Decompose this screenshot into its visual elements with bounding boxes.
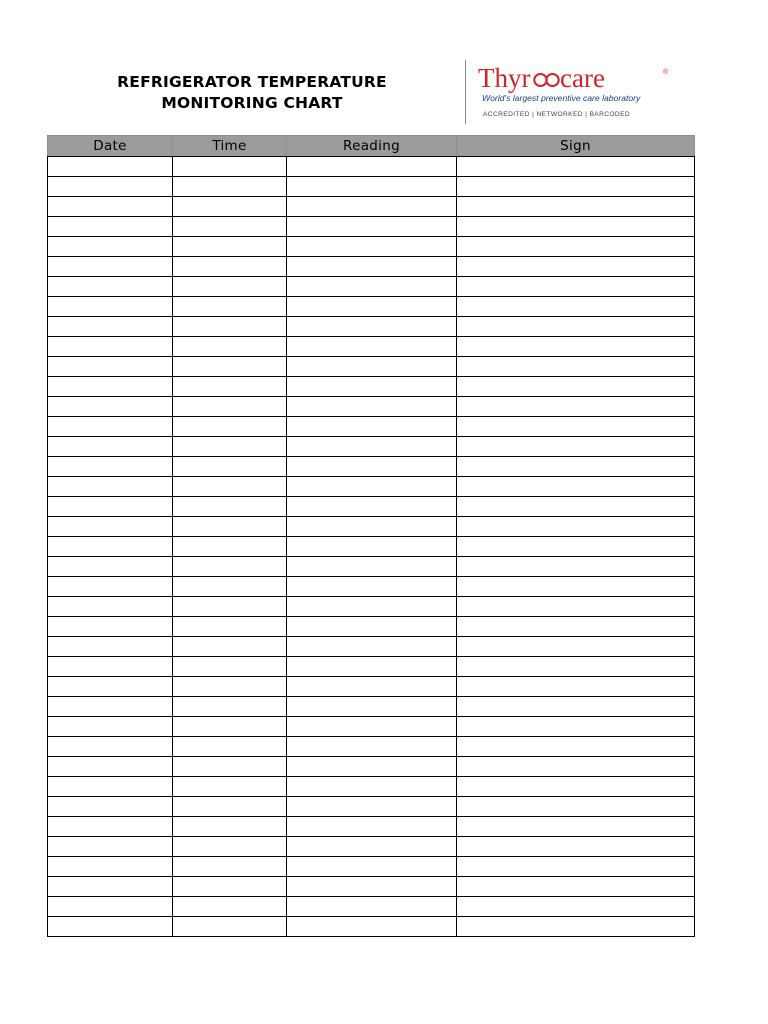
table-row [48, 157, 695, 177]
cell-sign[interactable] [457, 157, 695, 177]
cell-sign[interactable] [457, 557, 695, 577]
cell-time[interactable] [173, 697, 287, 717]
cell-time[interactable] [173, 657, 287, 677]
cell-sign[interactable] [457, 897, 695, 917]
cell-date[interactable] [48, 217, 173, 237]
cell-sign[interactable] [457, 437, 695, 457]
cell-reading[interactable] [287, 757, 457, 777]
cell-date[interactable] [48, 697, 173, 717]
cell-date[interactable] [48, 477, 173, 497]
cell-sign[interactable] [457, 677, 695, 697]
cell-reading[interactable] [287, 457, 457, 477]
cell-date[interactable] [48, 417, 173, 437]
cell-reading[interactable] [287, 157, 457, 177]
cell-date[interactable] [48, 237, 173, 257]
cell-date[interactable] [48, 617, 173, 637]
cell-sign[interactable] [457, 477, 695, 497]
cell-date[interactable] [48, 337, 173, 357]
cell-date[interactable] [48, 397, 173, 417]
table-row [48, 177, 695, 197]
cell-sign[interactable] [457, 917, 695, 937]
cell-date[interactable] [48, 917, 173, 937]
brand-logo [478, 60, 678, 124]
cell-sign[interactable] [457, 177, 695, 197]
cell-reading[interactable] [287, 297, 457, 317]
cell-time[interactable] [173, 337, 287, 357]
table-row [48, 497, 695, 517]
cell-reading[interactable] [287, 477, 457, 497]
cell-date[interactable] [48, 257, 173, 277]
cell-sign[interactable] [457, 697, 695, 717]
cell-time[interactable] [173, 237, 287, 257]
cell-time[interactable] [173, 717, 287, 737]
column-header-reading: Reading [287, 136, 457, 157]
cell-reading[interactable] [287, 357, 457, 377]
cell-sign[interactable] [457, 637, 695, 657]
title-line-2: MONITORING CHART [161, 94, 343, 112]
table-row [48, 577, 695, 597]
column-header-date: Date [48, 136, 173, 157]
cell-sign[interactable] [457, 457, 695, 477]
cell-sign[interactable] [457, 757, 695, 777]
cell-time[interactable] [173, 617, 287, 637]
cell-date[interactable] [48, 857, 173, 877]
cell-time[interactable] [173, 217, 287, 237]
cell-date[interactable] [48, 197, 173, 217]
cell-sign[interactable] [457, 657, 695, 677]
cell-reading[interactable] [287, 737, 457, 757]
cell-sign[interactable] [457, 617, 695, 637]
cell-date[interactable] [48, 677, 173, 697]
table-row [48, 917, 695, 937]
cell-time[interactable] [173, 157, 287, 177]
cell-reading[interactable] [287, 817, 457, 837]
cell-reading[interactable] [287, 797, 457, 817]
cell-time[interactable] [173, 757, 287, 777]
cell-date[interactable] [48, 737, 173, 757]
cell-sign[interactable] [457, 597, 695, 617]
table-row [48, 397, 695, 417]
table-row [48, 677, 695, 697]
cell-time[interactable] [173, 877, 287, 897]
cell-sign[interactable] [457, 737, 695, 757]
table-row [48, 477, 695, 497]
cell-reading[interactable] [287, 197, 457, 217]
page-title [78, 72, 426, 114]
logo-brand-prefix: Thyr [478, 63, 531, 93]
cell-date[interactable] [48, 517, 173, 537]
cell-reading[interactable] [287, 917, 457, 937]
cell-reading[interactable] [287, 857, 457, 877]
cell-reading[interactable] [287, 397, 457, 417]
cell-reading[interactable] [287, 257, 457, 277]
cell-date[interactable] [48, 177, 173, 197]
table-row [48, 217, 695, 237]
cell-date[interactable] [48, 377, 173, 397]
table-row [48, 517, 695, 537]
cell-reading[interactable] [287, 577, 457, 597]
cell-time[interactable] [173, 557, 287, 577]
title-line-1: REFRIGERATOR TEMPERATURE [117, 73, 387, 91]
cell-reading[interactable] [287, 377, 457, 397]
cell-reading[interactable] [287, 317, 457, 337]
table-row [48, 377, 695, 397]
cell-time[interactable] [173, 437, 287, 457]
table-row [48, 697, 695, 717]
cell-time[interactable] [173, 417, 287, 437]
cell-time[interactable] [173, 477, 287, 497]
cell-reading[interactable] [287, 177, 457, 197]
cell-sign[interactable] [457, 717, 695, 737]
cell-reading[interactable] [287, 517, 457, 537]
cell-time[interactable] [173, 197, 287, 217]
table-row [48, 597, 695, 617]
cell-sign[interactable] [457, 277, 695, 297]
cell-sign[interactable] [457, 317, 695, 337]
cell-time[interactable] [173, 897, 287, 917]
cell-sign[interactable] [457, 837, 695, 857]
column-header-time: Time [173, 136, 287, 157]
table-row [48, 757, 695, 777]
cell-reading[interactable] [287, 897, 457, 917]
cell-sign[interactable] [457, 577, 695, 597]
cell-date[interactable] [48, 537, 173, 557]
cell-time[interactable] [173, 297, 287, 317]
cell-reading[interactable] [287, 237, 457, 257]
cell-time[interactable] [173, 357, 287, 377]
table-row [48, 297, 695, 317]
table-row [48, 417, 695, 437]
cell-time[interactable] [173, 777, 287, 797]
cell-time[interactable] [173, 917, 287, 937]
cell-date[interactable] [48, 457, 173, 477]
cell-date[interactable] [48, 317, 173, 337]
cell-time[interactable] [173, 457, 287, 477]
cell-time[interactable] [173, 257, 287, 277]
cell-date[interactable] [48, 897, 173, 917]
cell-reading[interactable] [287, 657, 457, 677]
cell-reading[interactable] [287, 717, 457, 737]
table-row [48, 197, 695, 217]
table-row [48, 337, 695, 357]
cell-sign[interactable] [457, 517, 695, 537]
cell-date[interactable] [48, 157, 173, 177]
table-row [48, 837, 695, 857]
cell-reading[interactable] [287, 217, 457, 237]
logo-tagline: World's largest preventive care laboratory [482, 93, 641, 103]
table-row [48, 257, 695, 277]
logo-divider [465, 60, 466, 124]
cell-reading[interactable] [287, 277, 457, 297]
cell-sign[interactable] [457, 357, 695, 377]
cell-time[interactable] [173, 577, 287, 597]
cell-date[interactable] [48, 277, 173, 297]
table-row [48, 457, 695, 477]
cell-time[interactable] [173, 377, 287, 397]
cell-time[interactable] [173, 857, 287, 877]
cell-reading[interactable] [287, 637, 457, 657]
cell-sign[interactable] [457, 497, 695, 517]
cell-reading[interactable] [287, 617, 457, 637]
cell-sign[interactable] [457, 257, 695, 277]
cell-sign[interactable] [457, 397, 695, 417]
cell-time[interactable] [173, 517, 287, 537]
table-row [48, 877, 695, 897]
cell-time[interactable] [173, 837, 287, 857]
cell-sign[interactable] [457, 797, 695, 817]
cell-sign[interactable] [457, 857, 695, 877]
cell-time[interactable] [173, 637, 287, 657]
table-row [48, 357, 695, 377]
cell-sign[interactable] [457, 777, 695, 797]
table-row [48, 897, 695, 917]
logo-loop-icon [534, 74, 558, 86]
table-row [48, 537, 695, 557]
logo-brand-suffix: care [560, 63, 605, 93]
cell-date[interactable] [48, 557, 173, 577]
table-row [48, 737, 695, 757]
cell-sign[interactable] [457, 337, 695, 357]
table-row [48, 817, 695, 837]
cell-time[interactable] [173, 277, 287, 297]
cell-reading[interactable] [287, 837, 457, 857]
cell-time[interactable] [173, 817, 287, 837]
cell-time[interactable] [173, 497, 287, 517]
cell-reading[interactable] [287, 337, 457, 357]
cell-date[interactable] [48, 637, 173, 657]
cell-date[interactable] [48, 877, 173, 897]
table-header-row [48, 136, 695, 157]
column-header-sign: Sign [457, 136, 695, 157]
table-row [48, 237, 695, 257]
table-body [48, 157, 695, 937]
cell-time[interactable] [173, 797, 287, 817]
cell-sign[interactable] [457, 217, 695, 237]
cell-reading[interactable] [287, 537, 457, 557]
cell-date[interactable] [48, 797, 173, 817]
cell-date[interactable] [48, 497, 173, 517]
cell-time[interactable] [173, 677, 287, 697]
table-row [48, 277, 695, 297]
cell-reading[interactable] [287, 497, 457, 517]
cell-sign[interactable] [457, 537, 695, 557]
cell-reading[interactable] [287, 697, 457, 717]
table-row [48, 717, 695, 737]
cell-reading[interactable] [287, 677, 457, 697]
table-row [48, 617, 695, 637]
cell-sign[interactable] [457, 877, 695, 897]
cell-sign[interactable] [457, 297, 695, 317]
cell-time[interactable] [173, 397, 287, 417]
cell-sign[interactable] [457, 417, 695, 437]
table-row [48, 637, 695, 657]
cell-reading[interactable] [287, 877, 457, 897]
logo-registered-mark: ® [663, 69, 669, 76]
cell-sign[interactable] [457, 237, 695, 257]
table-row [48, 317, 695, 337]
cell-date[interactable] [48, 357, 173, 377]
cell-date[interactable] [48, 817, 173, 837]
cell-date[interactable] [48, 717, 173, 737]
cell-sign[interactable] [457, 817, 695, 837]
table-row [48, 857, 695, 877]
table-row [48, 437, 695, 457]
table-row [48, 797, 695, 817]
cell-date[interactable] [48, 657, 173, 677]
cell-reading[interactable] [287, 777, 457, 797]
cell-date[interactable] [48, 297, 173, 317]
cell-time[interactable] [173, 597, 287, 617]
table-row [48, 777, 695, 797]
cell-reading[interactable] [287, 557, 457, 577]
cell-date[interactable] [48, 757, 173, 777]
cell-time[interactable] [173, 317, 287, 337]
cell-reading[interactable] [287, 437, 457, 457]
table-row [48, 657, 695, 677]
cell-sign[interactable] [457, 197, 695, 217]
cell-date[interactable] [48, 777, 173, 797]
table-row [48, 557, 695, 577]
cell-date[interactable] [48, 437, 173, 457]
cell-time[interactable] [173, 737, 287, 757]
temperature-log-table [47, 135, 695, 937]
cell-sign[interactable] [457, 377, 695, 397]
cell-reading[interactable] [287, 417, 457, 437]
cell-date[interactable] [48, 837, 173, 857]
cell-time[interactable] [173, 537, 287, 557]
cell-date[interactable] [48, 577, 173, 597]
cell-time[interactable] [173, 177, 287, 197]
cell-reading[interactable] [287, 597, 457, 617]
cell-date[interactable] [48, 597, 173, 617]
logo-credentials: ACCREDITED | NETWORKED | BARCODED [483, 111, 631, 118]
